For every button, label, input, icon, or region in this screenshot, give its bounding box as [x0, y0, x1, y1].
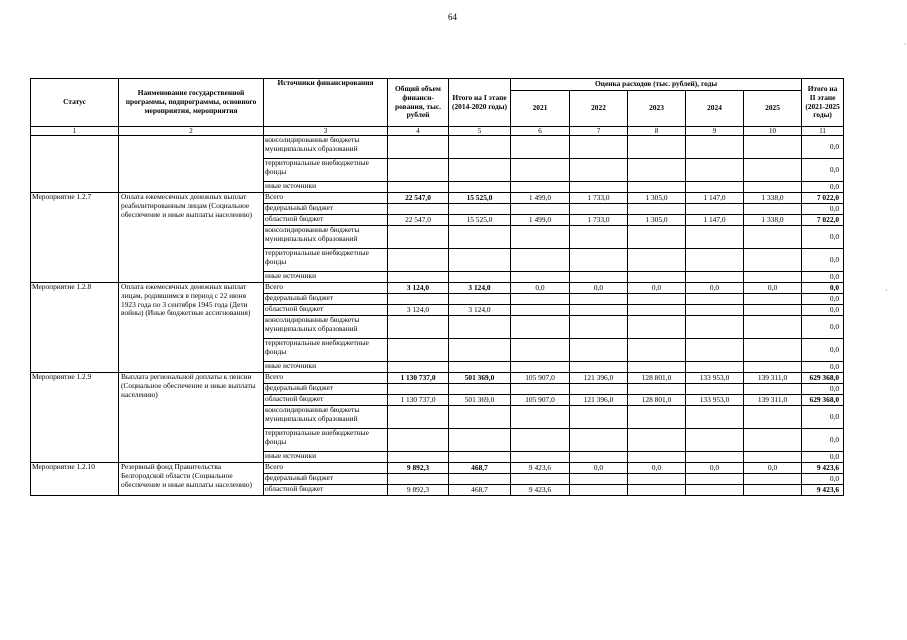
source-cell: федеральный бюджет — [264, 474, 388, 485]
program-name-cell: Оплата ежемесячных денежных выплат реабилитированным лицам (Социальное обеспечение и иные выплаты населению) — [119, 193, 264, 283]
value-cell: 9 423,6 — [511, 485, 570, 496]
value-cell — [744, 305, 802, 316]
value-cell: 0,0 — [802, 362, 844, 373]
value-cell: 0,0 — [744, 283, 802, 294]
value-cell — [449, 294, 511, 305]
value-cell: 9 423,6 — [802, 485, 844, 496]
value-cell — [449, 272, 511, 283]
value-cell — [744, 362, 802, 373]
value-cell — [449, 384, 511, 395]
value-cell — [628, 339, 686, 362]
value-cell — [388, 159, 449, 182]
value-cell — [744, 294, 802, 305]
value-cell: 3 124,0 — [449, 305, 511, 316]
value-cell — [744, 452, 802, 463]
value-cell: 0,0 — [511, 283, 570, 294]
value-cell — [570, 226, 628, 249]
value-cell: 0,0 — [802, 384, 844, 395]
value-cell: 15 525,0 — [449, 193, 511, 204]
source-cell: территориальные внебюджетные фонды — [264, 249, 388, 272]
column-number: 7 — [570, 127, 628, 136]
value-cell: 133 953,0 — [686, 395, 744, 406]
value-cell — [449, 406, 511, 429]
value-cell — [686, 249, 744, 272]
source-cell: областной бюджет — [264, 485, 388, 496]
value-cell — [449, 226, 511, 249]
header-status: Статус — [31, 79, 119, 127]
value-cell — [449, 474, 511, 485]
value-cell: 9 892,3 — [388, 463, 449, 474]
value-cell: 0,0 — [628, 283, 686, 294]
value-cell — [570, 316, 628, 339]
scan-speck: · — [885, 286, 888, 295]
table-row — [31, 136, 844, 159]
value-cell: 105 907,0 — [511, 395, 570, 406]
value-cell: 0,0 — [802, 294, 844, 305]
value-cell — [388, 362, 449, 373]
value-cell: 1 147,0 — [686, 215, 744, 226]
value-cell — [511, 406, 570, 429]
source-cell: консолидированные бюджеты муниципальных образований — [264, 226, 388, 249]
value-cell — [511, 204, 570, 215]
value-cell — [686, 316, 744, 339]
value-cell: 0,0 — [802, 339, 844, 362]
value-cell — [744, 204, 802, 215]
table-body — [31, 136, 844, 496]
value-cell: 0,0 — [628, 463, 686, 474]
value-cell — [388, 384, 449, 395]
value-cell — [744, 182, 802, 193]
value-cell — [686, 305, 744, 316]
value-cell — [570, 474, 628, 485]
value-cell: 9 423,6 — [802, 463, 844, 474]
status-cell: Мероприятие 1.2.10 — [31, 463, 119, 496]
value-cell: 7 022,0 — [802, 193, 844, 204]
value-cell: 121 396,0 — [570, 395, 628, 406]
value-cell — [511, 294, 570, 305]
value-cell — [388, 316, 449, 339]
value-cell — [686, 182, 744, 193]
source-cell: иные источники — [264, 272, 388, 283]
value-cell: 133 953,0 — [686, 373, 744, 384]
value-cell — [686, 226, 744, 249]
column-number: 3 — [264, 127, 388, 136]
value-cell: 1 338,0 — [744, 193, 802, 204]
value-cell — [744, 272, 802, 283]
table-row — [31, 373, 844, 384]
value-cell — [628, 305, 686, 316]
source-cell: Всего — [264, 463, 388, 474]
value-cell: 629 368,0 — [802, 373, 844, 384]
source-cell: консолидированные бюджеты муниципальных образований — [264, 136, 388, 159]
value-cell: 0,0 — [686, 283, 744, 294]
table-row — [31, 193, 844, 204]
value-cell — [511, 384, 570, 395]
status-cell — [31, 136, 119, 193]
value-cell: 0,0 — [802, 226, 844, 249]
value-cell — [628, 316, 686, 339]
source-cell: иные источники — [264, 182, 388, 193]
value-cell — [570, 249, 628, 272]
value-cell — [628, 452, 686, 463]
value-cell — [686, 204, 744, 215]
value-cell: 0,0 — [802, 283, 844, 294]
source-cell: федеральный бюджет — [264, 294, 388, 305]
value-cell — [686, 362, 744, 373]
value-cell: 629 368,0 — [802, 395, 844, 406]
value-cell: 0,0 — [802, 136, 844, 159]
source-cell: областной бюджет — [264, 395, 388, 406]
value-cell: 0,0 — [570, 283, 628, 294]
value-cell — [511, 249, 570, 272]
source-cell: консолидированные бюджеты муниципальных образований — [264, 406, 388, 429]
value-cell: 105 907,0 — [511, 373, 570, 384]
value-cell — [449, 182, 511, 193]
value-cell: 9 892,3 — [388, 485, 449, 496]
source-cell: Всего — [264, 373, 388, 384]
value-cell — [570, 485, 628, 496]
value-cell — [388, 452, 449, 463]
header-year: 2024 — [686, 91, 744, 127]
value-cell — [570, 384, 628, 395]
value-cell — [388, 294, 449, 305]
value-cell: 128 801,0 — [628, 395, 686, 406]
header-total: Общий объем финанси-рования, тыс. рублей — [388, 79, 449, 127]
value-cell — [686, 294, 744, 305]
value-cell — [449, 316, 511, 339]
value-cell: 0,0 — [802, 474, 844, 485]
value-cell — [628, 406, 686, 429]
value-cell — [628, 384, 686, 395]
value-cell: 1 305,0 — [628, 215, 686, 226]
value-cell — [686, 339, 744, 362]
value-cell — [511, 429, 570, 452]
value-cell — [570, 204, 628, 215]
value-cell: 128 801,0 — [628, 373, 686, 384]
value-cell — [686, 272, 744, 283]
status-cell: Мероприятие 1.2.8 — [31, 283, 119, 373]
value-cell: 0,0 — [686, 463, 744, 474]
value-cell — [388, 182, 449, 193]
value-cell — [686, 485, 744, 496]
column-number: 11 — [802, 127, 844, 136]
value-cell — [511, 136, 570, 159]
value-cell: 9 423,6 — [511, 463, 570, 474]
value-cell — [570, 136, 628, 159]
column-number: 9 — [686, 127, 744, 136]
value-cell — [449, 204, 511, 215]
value-cell — [511, 452, 570, 463]
header-year: 2025 — [744, 91, 802, 127]
source-cell: территориальные внебюджетные фонды — [264, 159, 388, 182]
financing-table — [30, 78, 844, 496]
header-stage2: Итого на II этапе (2021-2025 годы) — [802, 79, 844, 127]
value-cell — [628, 272, 686, 283]
value-cell: 3 124,0 — [449, 283, 511, 294]
value-cell: 501 369,0 — [449, 395, 511, 406]
source-cell: иные источники — [264, 452, 388, 463]
program-name-cell — [119, 136, 264, 193]
value-cell — [628, 474, 686, 485]
value-cell: 22 547,0 — [388, 193, 449, 204]
value-cell — [744, 316, 802, 339]
source-cell: федеральный бюджет — [264, 204, 388, 215]
value-cell: 3 124,0 — [388, 305, 449, 316]
value-cell: 1 499,0 — [511, 215, 570, 226]
value-cell — [511, 339, 570, 362]
value-cell — [511, 362, 570, 373]
program-name-cell: Выплата региональной доплаты к пенсии (Социальное обеспечение и иные выплаты населению) — [119, 373, 264, 463]
value-cell — [744, 429, 802, 452]
header-stage1: Итого на I этапе (2014-2020 годы) — [449, 79, 511, 127]
value-cell: 0,0 — [802, 182, 844, 193]
column-number: 1 — [31, 127, 119, 136]
value-cell — [570, 429, 628, 452]
source-cell: территориальные внебюджетные фонды — [264, 339, 388, 362]
value-cell — [511, 316, 570, 339]
value-cell: 1 130 737,0 — [388, 395, 449, 406]
table-row — [31, 463, 844, 474]
source-cell: Всего — [264, 193, 388, 204]
value-cell: 0,0 — [802, 159, 844, 182]
value-cell — [449, 136, 511, 159]
value-cell: 15 525,0 — [449, 215, 511, 226]
value-cell — [744, 485, 802, 496]
value-cell — [628, 226, 686, 249]
value-cell — [449, 249, 511, 272]
value-cell — [570, 362, 628, 373]
source-cell: территориальные внебюджетные фонды — [264, 429, 388, 452]
value-cell — [570, 294, 628, 305]
column-number: 10 — [744, 127, 802, 136]
value-cell: 1 733,0 — [570, 193, 628, 204]
value-cell — [388, 474, 449, 485]
source-cell: областной бюджет — [264, 305, 388, 316]
value-cell — [570, 305, 628, 316]
value-cell: 1 733,0 — [570, 215, 628, 226]
column-number: 8 — [628, 127, 686, 136]
value-cell — [388, 249, 449, 272]
value-cell: 501 369,0 — [449, 373, 511, 384]
source-cell: иные источники — [264, 362, 388, 373]
value-cell: 0,0 — [802, 316, 844, 339]
value-cell — [628, 485, 686, 496]
value-cell — [686, 452, 744, 463]
column-number: 4 — [388, 127, 449, 136]
header-program-name: Наименование государственной программы, подпрограммы, основного мероприятия, мероприятия — [119, 79, 264, 127]
value-cell — [744, 226, 802, 249]
value-cell — [744, 136, 802, 159]
scan-speck: · — [904, 40, 907, 49]
value-cell — [628, 249, 686, 272]
status-cell: Мероприятие 1.2.7 — [31, 193, 119, 283]
value-cell: 0,0 — [802, 429, 844, 452]
value-cell: 0,0 — [744, 463, 802, 474]
value-cell: 1 147,0 — [686, 193, 744, 204]
value-cell — [628, 294, 686, 305]
source-cell: областной бюджет — [264, 215, 388, 226]
value-cell — [570, 339, 628, 362]
value-cell — [570, 182, 628, 193]
value-cell — [388, 406, 449, 429]
source-cell: Всего — [264, 283, 388, 294]
value-cell — [388, 226, 449, 249]
value-cell — [388, 339, 449, 362]
value-cell — [570, 159, 628, 182]
value-cell: 1 338,0 — [744, 215, 802, 226]
value-cell — [628, 204, 686, 215]
value-cell — [744, 339, 802, 362]
value-cell — [686, 474, 744, 485]
value-cell — [388, 136, 449, 159]
value-cell: 3 124,0 — [388, 283, 449, 294]
header-sources: Источники финансирования — [264, 79, 388, 127]
value-cell: 0,0 — [802, 305, 844, 316]
value-cell: 0,0 — [802, 406, 844, 429]
value-cell — [744, 384, 802, 395]
program-name-cell: Резервный фонд Правительства Белгородской области (Социальное обеспечение и иные выплаты населению) — [119, 463, 264, 496]
value-cell — [570, 452, 628, 463]
value-cell — [449, 339, 511, 362]
page-number: 64 — [448, 12, 457, 22]
value-cell — [628, 362, 686, 373]
value-cell — [511, 272, 570, 283]
value-cell: 7 022,0 — [802, 215, 844, 226]
value-cell — [744, 249, 802, 272]
value-cell — [628, 429, 686, 452]
value-cell: 139 311,0 — [744, 373, 802, 384]
value-cell: 0,0 — [802, 452, 844, 463]
value-cell — [449, 452, 511, 463]
value-cell: 22 547,0 — [388, 215, 449, 226]
value-cell — [388, 272, 449, 283]
value-cell: 139 311,0 — [744, 395, 802, 406]
value-cell — [686, 384, 744, 395]
value-cell — [511, 182, 570, 193]
header-estimate: Оценка расходов (тыс. рублей), годы — [511, 79, 802, 91]
value-cell — [744, 474, 802, 485]
value-cell — [449, 362, 511, 373]
value-cell — [686, 429, 744, 452]
value-cell: 0,0 — [802, 272, 844, 283]
value-cell — [511, 305, 570, 316]
column-number: 5 — [449, 127, 511, 136]
value-cell — [388, 204, 449, 215]
value-cell — [744, 159, 802, 182]
value-cell — [511, 226, 570, 249]
value-cell — [511, 474, 570, 485]
header-year: 2022 — [570, 91, 628, 127]
value-cell — [570, 406, 628, 429]
value-cell: 468,7 — [449, 463, 511, 474]
value-cell — [686, 136, 744, 159]
value-cell: 1 305,0 — [628, 193, 686, 204]
value-cell — [628, 159, 686, 182]
value-cell — [511, 159, 570, 182]
value-cell — [449, 429, 511, 452]
value-cell — [570, 272, 628, 283]
value-cell: 0,0 — [802, 204, 844, 215]
value-cell — [744, 406, 802, 429]
source-cell: консолидированные бюджеты муниципальных образований — [264, 316, 388, 339]
value-cell — [449, 159, 511, 182]
column-number: 6 — [511, 127, 570, 136]
value-cell: 121 396,0 — [570, 373, 628, 384]
value-cell: 1 130 737,0 — [388, 373, 449, 384]
value-cell: 1 499,0 — [511, 193, 570, 204]
value-cell — [388, 429, 449, 452]
header-year: 2021 — [511, 91, 570, 127]
column-number: 2 — [119, 127, 264, 136]
value-cell — [628, 136, 686, 159]
value-cell — [628, 182, 686, 193]
value-cell: 468,7 — [449, 485, 511, 496]
source-cell: федеральный бюджет — [264, 384, 388, 395]
value-cell: 0,0 — [570, 463, 628, 474]
header-year: 2023 — [628, 91, 686, 127]
table-row — [31, 283, 844, 294]
value-cell — [686, 159, 744, 182]
program-name-cell: Оплата ежемесячных денежных выплат лицам, родившимся в период с 22 июня 1923 года по 3 сентября 1945 года (Дети войны) (Иные бюджетные ассигнования) — [119, 283, 264, 373]
status-cell: Мероприятие 1.2.9 — [31, 373, 119, 463]
value-cell — [686, 406, 744, 429]
value-cell: 0,0 — [802, 249, 844, 272]
